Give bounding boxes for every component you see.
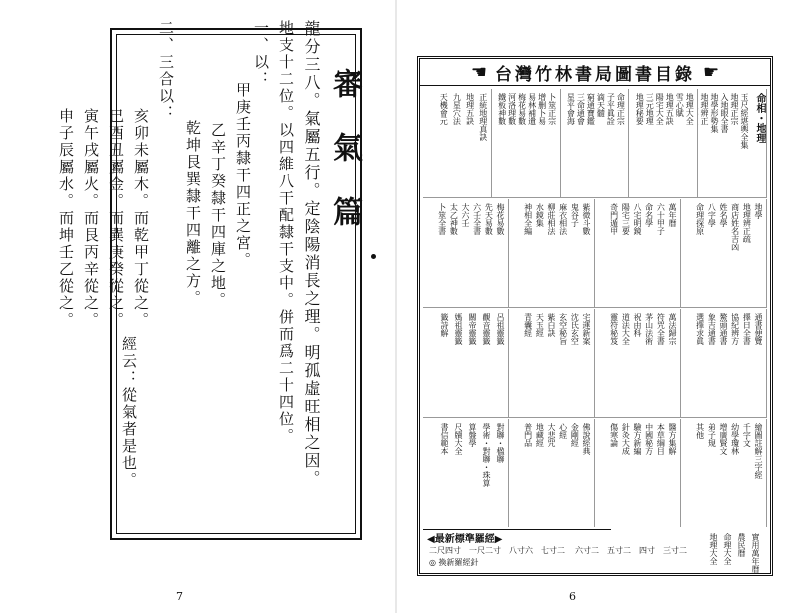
left-column-9: 申子辰屬水。而坤壬乙從之。: [57, 108, 75, 329]
catalog-item: 奇門遁甲: [609, 203, 619, 235]
catalog-item: 陽宅大全: [655, 93, 665, 125]
catalog-cell: [681, 199, 767, 307]
catalog-item: 地理秘要: [635, 93, 645, 125]
catalog-item: 地學: [754, 203, 763, 219]
left-quote: 經云：從氣者是也。: [120, 336, 138, 489]
catalog-item: 紫微斗數: [582, 203, 591, 235]
pointing-hand-right-icon: ☛: [703, 61, 720, 83]
catalog-item: 滴天髓: [596, 93, 606, 117]
left-column-8: 寅午戌屬火。而艮丙辛從之。: [82, 108, 100, 329]
catalog-item: 六壬全書: [472, 203, 482, 235]
catalog-grid: [423, 89, 767, 527]
right-page-number: 6: [569, 590, 576, 603]
catalog-cell: [595, 419, 681, 527]
catalog-item: 地理正宗: [729, 93, 739, 125]
catalog-banner: [420, 59, 770, 86]
catalog-item: 呂祖靈籤: [496, 313, 505, 345]
catalog-item: 地理辨正: [699, 93, 709, 125]
extra-catalog-item: 農民曆: [737, 533, 746, 557]
catalog-item: 本草綱目: [656, 423, 666, 455]
catalog-item: 梅花易數: [496, 203, 505, 235]
catalog-item: 姓名學: [719, 203, 728, 227]
catalog-title: 台灣竹林書局圖書目錄: [495, 64, 695, 85]
left-column-2: 地支十二位。以四維八干配隸干支中。併而爲二十四位。: [277, 20, 295, 445]
catalog-item: 窮通寶鑑: [586, 93, 596, 125]
pointing-hand-left-icon: ☚: [470, 61, 487, 83]
catalog-cell: [595, 309, 681, 417]
left-column-1: 龍分三八。氣屬五行。定陰陽消長之理。明孤虛旺相之因。: [302, 20, 321, 488]
catalog-item: 先天易數: [484, 203, 494, 235]
left-column-7: 巳酉丑屬金。而巽庚癸從之。: [107, 108, 125, 329]
catalog-item: [698, 93, 700, 125]
catalog-section-title: 命相・地理: [753, 93, 765, 143]
catalog-item: 梅花易數: [517, 93, 527, 125]
catalog-item: 三命通會: [576, 93, 586, 125]
catalog-item: 神相全編: [523, 203, 533, 235]
left-heading-2: 二、三合以：: [157, 20, 175, 122]
catalog-item: 算盤學: [468, 423, 477, 447]
catalog-item: 六十甲子: [656, 203, 666, 235]
center-dot: [371, 254, 376, 259]
catalog-item: 協紀辨方: [730, 313, 740, 345]
catalog-item: 地藏經: [535, 423, 545, 447]
catalog-item: 八字學: [707, 203, 717, 227]
catalog-item: 籤詩解: [440, 313, 449, 337]
catalog-item: 擇日全書: [742, 313, 752, 345]
left-column-5: 乾坤艮巽隸干四離之方。: [184, 120, 202, 307]
left-column-6: 亥卯未屬木。而乾甲丁從之。: [132, 108, 150, 329]
catalog-item: 道法大全: [621, 313, 631, 345]
catalog-item: 天機會元: [439, 93, 449, 125]
catalog-item: 地理五訣: [465, 93, 475, 125]
left-column-3: 甲庚壬丙隸干四正之宮。: [234, 82, 252, 269]
extra-catalog-item: 實用萬年曆: [751, 533, 760, 573]
compass-size-column: 六寸二 五寸二 四寸 三寸二: [575, 546, 687, 555]
catalog-item: 入地眼全書: [719, 93, 729, 133]
extra-catalog-item: 命理大全: [723, 533, 732, 565]
catalog-item: 鬼谷子: [570, 203, 580, 227]
catalog-item: 弟子規: [707, 423, 717, 447]
catalog-item: 水鏡集: [535, 203, 545, 227]
catalog-item: 其他: [695, 423, 705, 439]
catalog-row-divider: [423, 197, 767, 198]
catalog-frame: [417, 56, 773, 576]
catalog-cell: [492, 89, 561, 197]
catalog-item: 大六壬: [461, 203, 470, 227]
catalog-item: 卜筮正宗: [547, 93, 557, 125]
catalog-item: 鰲頭通書: [719, 313, 728, 345]
catalog-row-divider: [423, 417, 767, 418]
catalog-item: 星平會海: [566, 93, 576, 125]
catalog-item: 繪圖註解三字經: [754, 423, 763, 479]
catalog-item: 千字文: [742, 423, 752, 447]
catalog-item: 針灸大成: [621, 423, 631, 455]
compass-footer-note: ◎ 換新羅經針: [429, 558, 479, 567]
catalog-item: 萬年曆: [668, 203, 677, 227]
catalog-item: 驗方新編: [633, 423, 642, 455]
catalog-item: 地理五訣: [665, 93, 675, 125]
catalog-item: 青囊經: [523, 313, 533, 337]
catalog-cell: [595, 199, 681, 307]
catalog-item: 觀音靈籤: [482, 313, 491, 345]
catalog-cell: [629, 89, 698, 197]
catalog-cell: [509, 419, 595, 527]
catalog-item: 佛說經典: [582, 423, 591, 455]
catalog-item: 靈符秘笈: [609, 313, 619, 345]
catalog-cell: [681, 309, 767, 417]
catalog-cell: [509, 309, 595, 417]
catalog-item: 易林補遺: [527, 93, 537, 125]
catalog-item: 幼學瓊林: [730, 423, 740, 455]
catalog-item: 心經: [558, 423, 568, 439]
catalog-item: 增廣賢文: [719, 423, 728, 455]
catalog-item: 卜筮全書: [437, 203, 447, 235]
catalog-item: 雪心賦: [675, 93, 685, 117]
catalog-item: 普門品: [523, 423, 533, 447]
catalog-item: 地學形勢集: [709, 93, 719, 133]
catalog-item: 選擇求眞: [695, 313, 705, 345]
left-column-4: 乙辛丁癸隸干四庫之地。: [209, 122, 227, 309]
catalog-item: 萬法歸宗: [668, 313, 677, 345]
catalog-item: 金剛經: [570, 423, 580, 447]
catalog-item: 象吉通書: [707, 313, 717, 345]
catalog-item: 紫白訣: [547, 313, 556, 337]
catalog-cell: [423, 419, 509, 527]
compass-size-column: 二尺四寸 一尺二寸 八寸六 七寸二: [429, 546, 565, 555]
catalog-item: 茅山法術: [644, 313, 654, 345]
catalog-item: 祝由科: [633, 313, 642, 337]
compass-size-list: [423, 545, 687, 556]
catalog-cell: [561, 89, 630, 197]
catalog-item: 玉尺經堪輿全集: [739, 93, 749, 149]
catalog-item: 八宅明鏡: [633, 203, 642, 235]
extra-catalog-item: 地理大全: [709, 533, 718, 565]
catalog-item: 醫方集解: [668, 423, 677, 455]
left-page-number: 7: [176, 590, 183, 603]
catalog-item: 玄空秘旨: [558, 313, 568, 345]
catalog-item: 關帝靈籤: [468, 313, 477, 345]
catalog-item: 三元地理: [645, 93, 655, 125]
catalog-item: 宅運新案: [582, 313, 591, 345]
catalog-item: 柳莊相法: [547, 203, 556, 235]
catalog-item: 媽祖靈籤: [454, 313, 463, 345]
catalog-item: 河洛理數: [507, 93, 517, 125]
catalog-item: 天玉經: [535, 313, 545, 337]
right-page: [397, 0, 793, 613]
catalog-item: 大悲咒: [547, 423, 556, 447]
catalog-item: 太乙神數: [449, 203, 459, 235]
catalog-item: 中國秘方: [644, 423, 654, 455]
catalog-item: 符咒全書: [656, 313, 666, 345]
catalog-row-divider: [423, 307, 767, 308]
catalog-item: 正統地理真訣: [478, 93, 488, 141]
left-page-title: 審氣篇: [327, 68, 362, 260]
catalog-cell: [423, 199, 509, 307]
catalog-cell: [423, 89, 492, 197]
compass-heading: ◀最新標準羅經▶: [427, 534, 503, 545]
catalog-item: 增删卜易: [537, 93, 547, 125]
catalog-cell: [698, 89, 767, 197]
catalog-item: 命理正宗: [616, 93, 626, 125]
compass-sizes-box: [423, 529, 687, 572]
catalog-item: 商店姓名吉凶: [730, 203, 740, 251]
catalog-item: 地理辨正疏: [742, 203, 752, 243]
left-page: [0, 0, 396, 613]
catalog-item: 沈氏玄空: [570, 313, 580, 345]
catalog-item: 鐵板神數: [497, 93, 507, 125]
catalog-item: 尺牘大全: [454, 423, 463, 455]
left-heading-1: 一、以：: [252, 20, 270, 88]
catalog-item: 傷寒論: [609, 423, 619, 447]
catalog-item: 命名學: [644, 203, 654, 227]
catalog-cell: [423, 309, 509, 417]
catalog-item: 子平眞詮: [606, 93, 616, 125]
catalog-item: 書信範本: [440, 423, 449, 455]
catalog-cell: [509, 199, 595, 307]
catalog-item: 命理探原: [695, 203, 705, 235]
catalog-item: 通書便覽: [754, 313, 763, 345]
catalog-item: 對聯・楹聯: [496, 423, 505, 463]
catalog-item: 地理大全: [685, 93, 695, 125]
catalog-item: 學術・對聯・珠算: [482, 423, 491, 487]
catalog-item: 麻衣相法: [558, 203, 568, 235]
catalog-item: 九星穴法: [452, 93, 462, 125]
catalog-item: 陽宅三要: [621, 203, 631, 235]
catalog-cell: [681, 419, 767, 527]
